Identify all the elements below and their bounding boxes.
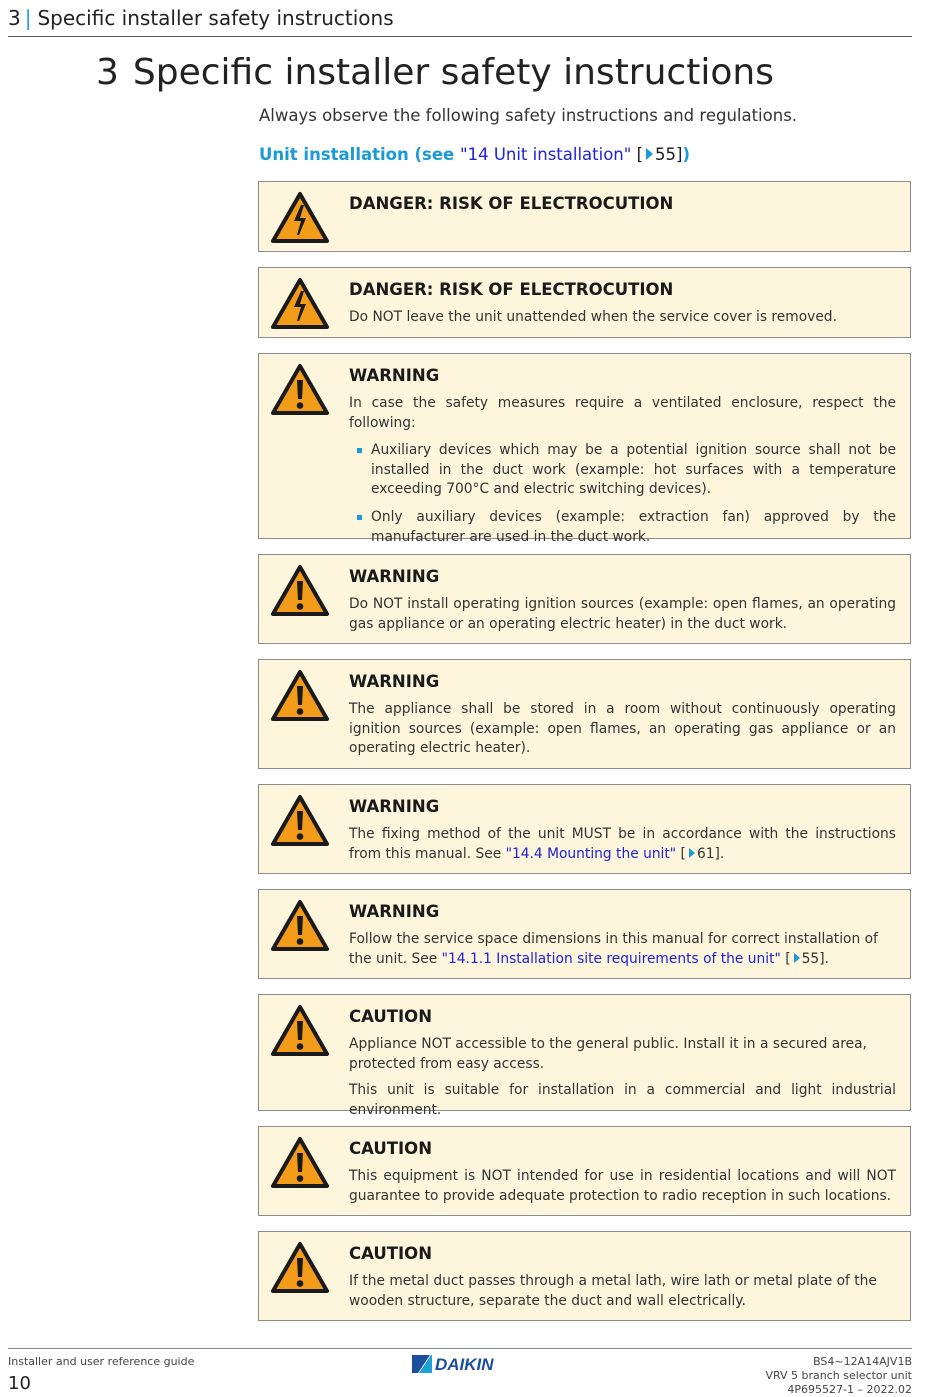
running-header-title: Specific installer safety instructions — [37, 6, 394, 30]
exclamation-warning-icon — [270, 1136, 330, 1189]
page-footer — [8, 1348, 912, 1395]
warning-notice — [258, 784, 911, 874]
footer-product-info — [765, 1355, 912, 1397]
running-header-number: 3 — [8, 6, 21, 30]
notice-text: In case the safety measures require a ventilated enclosure, respect the following: — [349, 395, 896, 431]
list-item — [349, 508, 896, 547]
notice-text: Do NOT install operating ignition sources (example: open flames, an operating gas appliance or an operating electric heater) in the duct work. — [349, 596, 896, 632]
notice-text: The appliance shall be stored in a room without continuously operating ignition sources (example: open flames, an operating gas appliance or an operating electric heater). — [349, 701, 896, 757]
exclamation-warning-icon — [270, 363, 330, 416]
notice-title: DANGER: RISK OF ELECTROCUTION — [349, 280, 674, 299]
danger-notice — [258, 181, 911, 252]
warning-notice — [258, 554, 911, 644]
exclamation-warning-icon — [270, 899, 330, 952]
notice-text: This unit is suitable for installation in a commercial and light industrial environment. — [349, 1082, 896, 1118]
caution-notice — [258, 994, 911, 1118]
footer-doc-code: 4P695527-1 – 2022.02 — [787, 1383, 912, 1396]
page-number: 10 — [8, 1373, 31, 1394]
exclamation-warning-icon — [270, 1004, 330, 1057]
electrocution-warning-icon — [270, 191, 330, 244]
section-xref-link[interactable]: "14 Unit installation" — [459, 145, 632, 164]
notice-title: WARNING — [349, 902, 440, 921]
notice-text-end: ]. — [819, 950, 829, 967]
daikin-logo — [410, 1355, 514, 1373]
footer-product-name: VRV 5 branch selector unit — [765, 1369, 912, 1382]
exclamation-warning-icon — [270, 564, 330, 617]
footer-model: BS4~12A14AJV1B — [813, 1355, 912, 1368]
notice-text-end: ]. — [714, 845, 725, 862]
chapter-number: 3 — [96, 52, 119, 93]
bullet-icon — [357, 515, 362, 520]
notice-title: WARNING — [349, 567, 440, 586]
footer-doc-type: Installer and user reference guide — [8, 1355, 195, 1368]
section-heading-text: Unit installation (see — [259, 145, 460, 164]
exclamation-warning-icon — [270, 1241, 330, 1294]
danger-notice — [258, 267, 911, 338]
notice-title: CAUTION — [349, 1007, 432, 1026]
notice-bullet-list — [349, 441, 896, 547]
section-bracket-open: [ — [631, 145, 644, 164]
bracket-open: [ — [676, 845, 686, 862]
caution-notice — [258, 1126, 911, 1216]
notice-title: WARNING — [349, 366, 440, 385]
section-bracket-close: ] — [676, 145, 683, 164]
chapter-title-text: Specific installer safety instructions — [132, 52, 774, 93]
running-header-separator: | — [24, 6, 32, 30]
section-page-link[interactable]: 55 — [655, 145, 677, 164]
notice-text: Appliance NOT accessible to the general public. Install it in a secured area, protected from easy access. — [349, 1036, 867, 1072]
page-ref-arrow-icon — [794, 953, 800, 963]
exclamation-warning-icon — [270, 669, 330, 722]
running-header — [8, 6, 912, 37]
notice-text — [349, 825, 896, 864]
electrocution-warning-icon — [270, 277, 330, 330]
list-item — [349, 441, 896, 500]
page-ref-link[interactable]: 55 — [801, 950, 820, 967]
bullet-icon — [357, 448, 362, 453]
page-ref-arrow-icon — [646, 148, 653, 160]
notice-text-part: The fixing method of the unit MUST be in accordance with the instructions from this manual. See — [349, 826, 896, 862]
notice-title: DANGER: RISK OF ELECTROCUTION — [349, 194, 674, 213]
caution-notice — [258, 1231, 911, 1321]
page-ref-arrow-icon — [689, 848, 695, 858]
list-item-text: Auxiliary devices which may be a potential ignition source shall not be installed in the duct work (example: hot surfaces with a temperature exceeding 700°C and electric switching devices). — [371, 442, 896, 498]
warning-notice — [258, 659, 911, 769]
warning-notice — [258, 353, 911, 545]
exclamation-warning-icon — [270, 794, 330, 847]
section-heading-end: ) — [682, 145, 691, 164]
notice-title: CAUTION — [349, 1244, 432, 1263]
installation-site-requirements-link[interactable]: "14.1.1 Installation site requirements of the unit" — [441, 950, 781, 967]
notice-title: CAUTION — [349, 1139, 432, 1158]
section-heading — [259, 145, 690, 164]
bracket-open: [ — [780, 950, 791, 967]
chapter-title — [96, 52, 774, 93]
list-item-text: Only auxiliary devices (example: extraction fan) approved by the manufacturer are used in the duct work. — [371, 508, 896, 545]
notice-title: WARNING — [349, 797, 440, 816]
warning-notice — [258, 889, 911, 979]
mounting-unit-link[interactable]: "14.4 Mounting the unit" — [505, 845, 677, 862]
notice-text-part: Follow the service space dimensions in this manual for correct installation of the unit. See — [349, 931, 878, 967]
notice-text: This equipment is NOT intended for use in residential locations and will NOT guarantee to provide adequate protection to radio reception in such locations. — [349, 1168, 896, 1204]
notice-text: If the metal duct passes through a metal lath, wire lath or metal plate of the wooden structure, separate the duct and wall electrically. — [349, 1273, 877, 1309]
notice-title: WARNING — [349, 672, 440, 691]
page-ref-link[interactable]: 61 — [696, 845, 715, 862]
svg-text:DAIKIN: DAIKIN — [435, 1355, 494, 1373]
notice-text: Do NOT leave the unit unattended when the service cover is removed. — [349, 309, 837, 325]
notice-text — [349, 930, 896, 969]
intro-text: Always observe the following safety instructions and regulations. — [259, 106, 798, 125]
